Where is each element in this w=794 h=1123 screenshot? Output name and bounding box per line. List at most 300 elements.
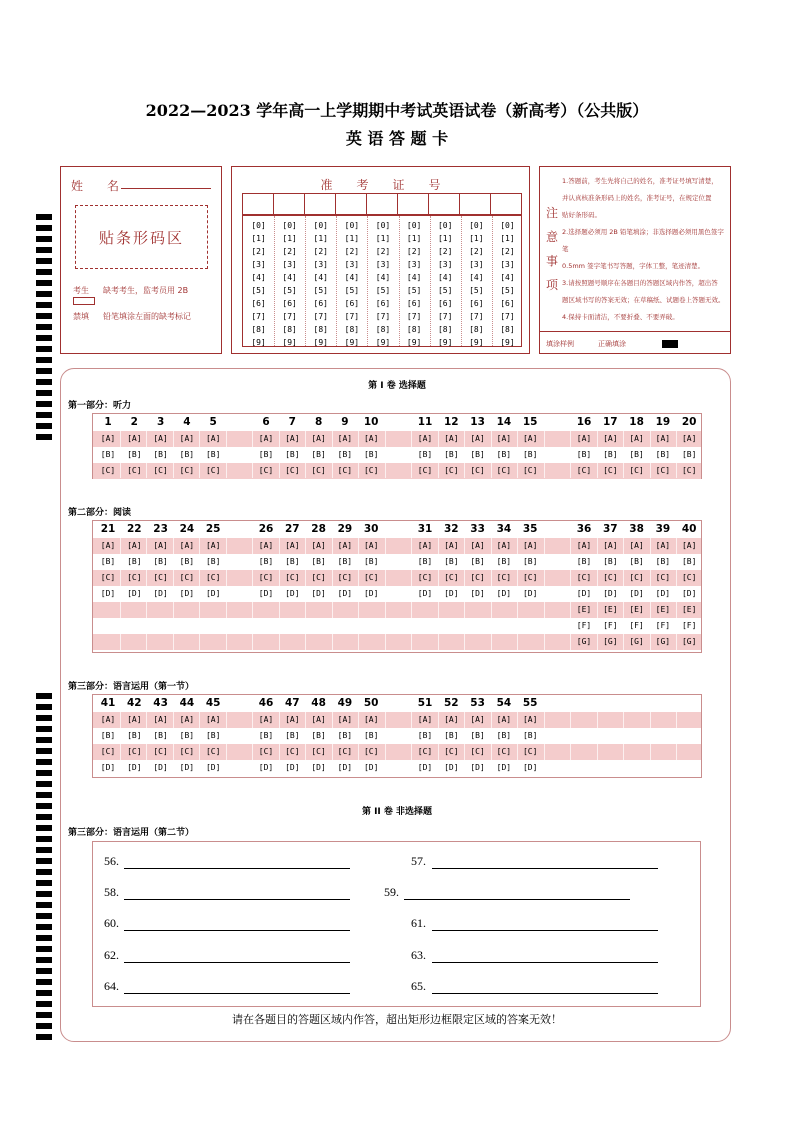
option-bubble[interactable]: [C] — [522, 466, 538, 475]
option-bubble[interactable]: [A] — [100, 715, 116, 724]
exam-digit-bubble[interactable]: [2] — [500, 247, 515, 256]
option-bubble[interactable]: [C] — [363, 573, 379, 582]
option-bubble[interactable]: [A] — [363, 434, 379, 443]
exam-digit-bubble[interactable]: [0] — [406, 221, 422, 230]
option-bubble[interactable]: [D] — [522, 763, 538, 772]
answer-line-63[interactable] — [432, 962, 658, 963]
option-bubble[interactable]: [C] — [205, 573, 221, 582]
exam-digit-bubble[interactable]: [6] — [251, 299, 266, 308]
option-bubble[interactable]: [A] — [603, 541, 618, 550]
option-bubble[interactable]: [D] — [285, 763, 300, 772]
exam-digit-bubble[interactable]: [8] — [282, 325, 297, 334]
option-bubble[interactable]: [C] — [285, 466, 300, 475]
answer-line-62[interactable] — [124, 962, 350, 963]
option-bubble[interactable]: [B] — [337, 731, 353, 740]
option-bubble[interactable]: [B] — [417, 731, 433, 740]
option-bubble[interactable]: [C] — [153, 466, 168, 475]
exam-digit-bubble[interactable]: [5] — [469, 286, 484, 295]
exam-digit-bubble[interactable]: [8] — [469, 325, 484, 334]
option-bubble[interactable]: [C] — [337, 466, 353, 475]
option-bubble[interactable]: [C] — [258, 466, 274, 475]
answer-line-58[interactable] — [124, 899, 350, 900]
option-bubble[interactable]: [C] — [629, 573, 644, 582]
option-bubble[interactable]: [C] — [127, 747, 142, 756]
option-bubble[interactable]: [B] — [363, 450, 379, 459]
option-bubble[interactable]: [C] — [629, 466, 644, 475]
option-bubble[interactable]: [B] — [285, 557, 300, 566]
exam-digit-bubble[interactable]: [0] — [313, 221, 328, 230]
exam-digit-bubble[interactable]: [4] — [406, 273, 422, 282]
exam-digit-bubble[interactable]: [6] — [344, 299, 360, 308]
exam-digit-bubble[interactable]: [6] — [437, 299, 453, 308]
exam-digit-bubble[interactable]: [7] — [375, 312, 391, 321]
exam-digit-bubble[interactable]: [9] — [375, 338, 391, 347]
option-bubble[interactable]: [A] — [127, 715, 142, 724]
option-bubble[interactable]: [D] — [153, 763, 168, 772]
option-bubble[interactable]: [C] — [153, 747, 168, 756]
option-bubble[interactable]: [D] — [470, 763, 485, 772]
exam-digit-bubble[interactable]: [1] — [313, 234, 328, 243]
option-bubble[interactable]: [D] — [444, 763, 459, 772]
option-bubble[interactable]: [B] — [311, 731, 326, 740]
exam-digit-bubble[interactable]: [4] — [344, 273, 360, 282]
exam-digit-bubble[interactable]: [3] — [500, 260, 515, 269]
option-bubble[interactable]: [E] — [655, 605, 671, 614]
exam-digit-bubble[interactable]: [8] — [344, 325, 360, 334]
option-bubble[interactable]: [D] — [311, 763, 326, 772]
option-bubble[interactable]: [D] — [205, 763, 221, 772]
option-bubble[interactable]: [B] — [311, 450, 326, 459]
option-bubble[interactable]: [B] — [470, 557, 485, 566]
option-bubble[interactable]: [B] — [444, 450, 459, 459]
option-bubble[interactable]: [A] — [153, 541, 168, 550]
exam-digit-bubble[interactable]: [7] — [251, 312, 266, 321]
option-bubble[interactable]: [B] — [153, 731, 168, 740]
answer-line-60[interactable] — [124, 930, 350, 931]
option-bubble[interactable]: [A] — [496, 541, 512, 550]
option-bubble[interactable]: [C] — [153, 573, 168, 582]
option-bubble[interactable]: [A] — [311, 541, 326, 550]
exam-digit-bubble[interactable]: [0] — [282, 221, 297, 230]
option-bubble[interactable]: [A] — [417, 715, 433, 724]
option-bubble[interactable]: [B] — [655, 450, 671, 459]
option-bubble[interactable]: [G] — [681, 637, 697, 646]
option-bubble[interactable]: [C] — [337, 747, 353, 756]
option-bubble[interactable]: [A] — [337, 434, 353, 443]
exam-digit-bubble[interactable]: [9] — [469, 338, 484, 347]
exam-digit-bubble[interactable]: [6] — [469, 299, 484, 308]
option-bubble[interactable]: [B] — [153, 557, 168, 566]
option-bubble[interactable]: [D] — [417, 763, 433, 772]
option-bubble[interactable]: [A] — [629, 541, 644, 550]
option-bubble[interactable]: [C] — [179, 747, 195, 756]
option-bubble[interactable]: [D] — [470, 589, 485, 598]
option-bubble[interactable]: [D] — [179, 589, 195, 598]
option-bubble[interactable]: [D] — [285, 589, 300, 598]
option-bubble[interactable]: [B] — [496, 731, 512, 740]
option-bubble[interactable]: [B] — [470, 731, 485, 740]
exam-digit-bubble[interactable]: [2] — [375, 247, 391, 256]
option-bubble[interactable]: [A] — [444, 434, 459, 443]
option-bubble[interactable]: [C] — [444, 466, 459, 475]
option-bubble[interactable]: [C] — [179, 573, 195, 582]
option-bubble[interactable]: [D] — [496, 589, 512, 598]
option-bubble[interactable]: [C] — [496, 747, 512, 756]
option-bubble[interactable]: [B] — [470, 450, 485, 459]
option-bubble[interactable]: [C] — [179, 466, 195, 475]
option-bubble[interactable]: [A] — [205, 541, 221, 550]
option-bubble[interactable]: [A] — [337, 541, 353, 550]
option-bubble[interactable]: [C] — [681, 466, 697, 475]
option-bubble[interactable]: [A] — [179, 541, 195, 550]
exam-digit-bubble[interactable]: [4] — [282, 273, 297, 282]
option-bubble[interactable]: [D] — [603, 589, 618, 598]
option-bubble[interactable]: [C] — [205, 747, 221, 756]
option-bubble[interactable]: [C] — [655, 573, 671, 582]
exam-digit-bubble[interactable]: [8] — [375, 325, 391, 334]
option-bubble[interactable]: [A] — [681, 541, 697, 550]
option-bubble[interactable]: [A] — [337, 715, 353, 724]
option-bubble[interactable]: [C] — [127, 466, 142, 475]
option-bubble[interactable]: [D] — [655, 589, 671, 598]
option-bubble[interactable]: [D] — [258, 589, 274, 598]
exam-digit-bubble[interactable]: [9] — [406, 338, 422, 347]
option-bubble[interactable]: [B] — [100, 557, 116, 566]
option-bubble[interactable]: [A] — [496, 434, 512, 443]
option-bubble[interactable]: [B] — [153, 450, 168, 459]
exam-digit-bubble[interactable]: [9] — [251, 338, 266, 347]
option-bubble[interactable]: [C] — [258, 747, 274, 756]
option-bubble[interactable]: [A] — [179, 434, 195, 443]
option-bubble[interactable]: [C] — [363, 466, 379, 475]
option-bubble[interactable]: [B] — [603, 557, 618, 566]
option-bubble[interactable]: [B] — [522, 731, 538, 740]
exam-digit-bubble[interactable]: [2] — [282, 247, 297, 256]
option-bubble[interactable]: [D] — [337, 589, 353, 598]
exam-digit-bubble[interactable]: [6] — [375, 299, 391, 308]
option-bubble[interactable]: [B] — [444, 557, 459, 566]
option-bubble[interactable]: [D] — [179, 763, 195, 772]
option-bubble[interactable]: [D] — [205, 589, 221, 598]
exam-digit-bubble[interactable]: [5] — [313, 286, 328, 295]
option-bubble[interactable]: [F] — [655, 621, 671, 630]
exam-digit-bubble[interactable]: [3] — [406, 260, 422, 269]
exam-digit-bubble[interactable]: [3] — [313, 260, 328, 269]
exam-digit-bubble[interactable]: [5] — [282, 286, 297, 295]
exam-digit-bubble[interactable]: [0] — [375, 221, 391, 230]
exam-digit-bubble[interactable]: [3] — [251, 260, 266, 269]
exam-digit-bubble[interactable]: [4] — [313, 273, 328, 282]
option-bubble[interactable]: [B] — [629, 450, 644, 459]
option-bubble[interactable]: [E] — [681, 605, 697, 614]
option-bubble[interactable]: [D] — [417, 589, 433, 598]
option-bubble[interactable]: [B] — [522, 450, 538, 459]
option-bubble[interactable]: [C] — [444, 747, 459, 756]
answer-line-64[interactable] — [124, 993, 350, 994]
option-bubble[interactable]: [D] — [127, 589, 142, 598]
option-bubble[interactable]: [E] — [603, 605, 618, 614]
exam-digit-bubble[interactable]: [3] — [469, 260, 484, 269]
exam-digit-bubble[interactable]: [5] — [437, 286, 453, 295]
option-bubble[interactable]: [A] — [363, 541, 379, 550]
exam-digit-bubble[interactable]: [2] — [469, 247, 484, 256]
option-bubble[interactable]: [C] — [100, 573, 116, 582]
option-bubble[interactable]: [A] — [681, 434, 697, 443]
option-bubble[interactable]: [A] — [258, 715, 274, 724]
option-bubble[interactable]: [B] — [127, 450, 142, 459]
option-bubble[interactable]: [C] — [311, 573, 326, 582]
exam-digit-bubble[interactable]: [1] — [469, 234, 484, 243]
exam-digit-bubble[interactable]: [0] — [500, 221, 515, 230]
option-bubble[interactable]: [B] — [496, 450, 512, 459]
option-bubble[interactable]: [D] — [681, 589, 697, 598]
exam-digit-bubble[interactable]: [2] — [406, 247, 422, 256]
option-bubble[interactable]: [A] — [470, 541, 485, 550]
exam-digit-bubble[interactable]: [2] — [437, 247, 453, 256]
option-bubble[interactable]: [C] — [417, 573, 433, 582]
option-bubble[interactable]: [B] — [337, 557, 353, 566]
exam-digit-bubble[interactable]: [7] — [313, 312, 328, 321]
exam-digit-bubble[interactable]: [3] — [375, 260, 391, 269]
option-bubble[interactable]: [A] — [179, 715, 195, 724]
exam-digit-bubble[interactable]: [5] — [344, 286, 360, 295]
option-bubble[interactable]: [B] — [179, 450, 195, 459]
option-bubble[interactable]: [G] — [576, 637, 592, 646]
option-bubble[interactable]: [F] — [603, 621, 618, 630]
option-bubble[interactable]: [F] — [629, 621, 644, 630]
option-bubble[interactable]: [A] — [522, 541, 538, 550]
option-bubble[interactable]: [C] — [496, 573, 512, 582]
option-bubble[interactable]: [B] — [258, 557, 274, 566]
option-bubble[interactable]: [A] — [285, 541, 300, 550]
answer-line-65[interactable] — [432, 993, 658, 994]
exam-digit-bubble[interactable]: [6] — [313, 299, 328, 308]
exam-digit-bubble[interactable]: [6] — [500, 299, 515, 308]
option-bubble[interactable]: [A] — [100, 434, 116, 443]
exam-digit-bubble[interactable]: [7] — [469, 312, 484, 321]
option-bubble[interactable]: [A] — [127, 434, 142, 443]
option-bubble[interactable]: [C] — [285, 573, 300, 582]
option-bubble[interactable]: [A] — [629, 434, 644, 443]
option-bubble[interactable]: [B] — [179, 731, 195, 740]
option-bubble[interactable]: [B] — [258, 731, 274, 740]
option-bubble[interactable]: [B] — [311, 557, 326, 566]
exam-number-write-row[interactable] — [242, 193, 522, 215]
option-bubble[interactable]: [D] — [100, 763, 116, 772]
answer-line-57[interactable] — [432, 868, 658, 869]
option-bubble[interactable]: [C] — [655, 466, 671, 475]
option-bubble[interactable]: [C] — [337, 573, 353, 582]
exam-digit-bubble[interactable]: [8] — [406, 325, 422, 334]
exam-digit-bubble[interactable]: [4] — [500, 273, 515, 282]
option-bubble[interactable]: [A] — [470, 434, 485, 443]
option-bubble[interactable]: [A] — [655, 541, 671, 550]
exam-digit-bubble[interactable]: [7] — [282, 312, 297, 321]
exam-digit-bubble[interactable]: [0] — [437, 221, 453, 230]
exam-digit-bubble[interactable]: [3] — [282, 260, 297, 269]
option-bubble[interactable]: [A] — [522, 434, 538, 443]
option-bubble[interactable]: [B] — [337, 450, 353, 459]
option-bubble[interactable]: [G] — [655, 637, 671, 646]
option-bubble[interactable]: [F] — [681, 621, 697, 630]
exam-digit-bubble[interactable]: [8] — [437, 325, 453, 334]
exam-digit-bubble[interactable]: [0] — [344, 221, 360, 230]
exam-digit-bubble[interactable]: [9] — [437, 338, 453, 347]
absent-mark-box[interactable] — [73, 297, 95, 305]
exam-digit-bubble[interactable]: [1] — [437, 234, 453, 243]
option-bubble[interactable]: [D] — [311, 589, 326, 598]
exam-digit-bubble[interactable]: [9] — [282, 338, 297, 347]
option-bubble[interactable]: [B] — [285, 731, 300, 740]
option-bubble[interactable]: [B] — [576, 557, 592, 566]
exam-digit-bubble[interactable]: [1] — [251, 234, 266, 243]
answer-line-61[interactable] — [432, 930, 658, 931]
option-bubble[interactable]: [B] — [179, 557, 195, 566]
option-bubble[interactable]: [C] — [681, 573, 697, 582]
option-bubble[interactable]: [D] — [522, 589, 538, 598]
option-bubble[interactable]: [C] — [311, 747, 326, 756]
option-bubble[interactable]: [A] — [576, 434, 592, 443]
option-bubble[interactable]: [C] — [470, 747, 485, 756]
option-bubble[interactable]: [B] — [127, 557, 142, 566]
exam-digit-bubble[interactable]: [9] — [313, 338, 328, 347]
option-bubble[interactable]: [A] — [363, 715, 379, 724]
exam-digit-bubble[interactable]: [4] — [375, 273, 391, 282]
option-bubble[interactable]: [G] — [603, 637, 618, 646]
exam-digit-bubble[interactable]: [4] — [437, 273, 453, 282]
option-bubble[interactable]: [A] — [417, 434, 433, 443]
exam-digit-bubble[interactable]: [5] — [406, 286, 422, 295]
option-bubble[interactable]: [B] — [603, 450, 618, 459]
exam-digit-bubble[interactable]: [6] — [406, 299, 422, 308]
option-bubble[interactable]: [B] — [127, 731, 142, 740]
option-bubble[interactable]: [B] — [444, 731, 459, 740]
exam-digit-bubble[interactable]: [8] — [313, 325, 328, 334]
option-bubble[interactable]: [E] — [629, 605, 644, 614]
option-bubble[interactable]: [B] — [576, 450, 592, 459]
option-bubble[interactable]: [C] — [496, 466, 512, 475]
option-bubble[interactable]: [C] — [100, 466, 116, 475]
option-bubble[interactable]: [A] — [153, 715, 168, 724]
option-bubble[interactable]: [D] — [363, 763, 379, 772]
option-bubble[interactable]: [D] — [496, 763, 512, 772]
exam-digit-bubble[interactable]: [7] — [437, 312, 453, 321]
exam-digit-bubble[interactable]: [5] — [251, 286, 266, 295]
exam-digit-bubble[interactable]: [8] — [500, 325, 515, 334]
option-bubble[interactable]: [C] — [444, 573, 459, 582]
exam-digit-bubble[interactable]: [4] — [251, 273, 266, 282]
option-bubble[interactable]: [D] — [363, 589, 379, 598]
option-bubble[interactable]: [C] — [363, 747, 379, 756]
option-bubble[interactable]: [A] — [417, 541, 433, 550]
option-bubble[interactable]: [B] — [100, 450, 116, 459]
option-bubble[interactable]: [A] — [153, 434, 168, 443]
option-bubble[interactable]: [A] — [496, 715, 512, 724]
exam-digit-bubble[interactable]: [7] — [406, 312, 422, 321]
exam-digit-bubble[interactable]: [2] — [251, 247, 266, 256]
option-bubble[interactable]: [A] — [603, 434, 618, 443]
option-bubble[interactable]: [C] — [205, 466, 221, 475]
exam-digit-bubble[interactable]: [5] — [375, 286, 391, 295]
exam-digit-bubble[interactable]: [0] — [251, 221, 266, 230]
option-bubble[interactable]: [C] — [311, 466, 326, 475]
option-bubble[interactable]: [B] — [205, 557, 221, 566]
option-bubble[interactable]: [C] — [100, 747, 116, 756]
option-bubble[interactable]: [D] — [444, 589, 459, 598]
option-bubble[interactable]: [G] — [629, 637, 644, 646]
option-bubble[interactable]: [B] — [258, 450, 274, 459]
exam-digit-bubble[interactable]: [1] — [375, 234, 391, 243]
option-bubble[interactable]: [A] — [311, 434, 326, 443]
option-bubble[interactable]: [E] — [576, 605, 592, 614]
option-bubble[interactable]: [B] — [100, 731, 116, 740]
exam-digit-bubble[interactable]: [0] — [469, 221, 484, 230]
option-bubble[interactable]: [C] — [522, 573, 538, 582]
option-bubble[interactable]: [A] — [205, 434, 221, 443]
exam-digit-bubble[interactable]: [8] — [251, 325, 266, 334]
name-line[interactable] — [121, 188, 211, 189]
exam-digit-bubble[interactable]: [9] — [344, 338, 360, 347]
exam-digit-bubble[interactable]: [7] — [344, 312, 360, 321]
exam-digit-bubble[interactable]: [7] — [500, 312, 515, 321]
option-bubble[interactable]: [B] — [285, 450, 300, 459]
exam-digit-bubble[interactable]: [1] — [344, 234, 360, 243]
option-bubble[interactable]: [A] — [285, 715, 300, 724]
option-bubble[interactable]: [B] — [655, 557, 671, 566]
option-bubble[interactable]: [C] — [522, 747, 538, 756]
exam-digit-bubble[interactable]: [6] — [282, 299, 297, 308]
option-bubble[interactable]: [D] — [337, 763, 353, 772]
option-bubble[interactable]: [F] — [576, 621, 592, 630]
exam-digit-bubble[interactable]: [1] — [406, 234, 422, 243]
option-bubble[interactable]: [A] — [127, 541, 142, 550]
option-bubble[interactable]: [D] — [576, 589, 592, 598]
option-bubble[interactable]: [B] — [629, 557, 644, 566]
option-bubble[interactable]: [C] — [603, 466, 618, 475]
option-bubble[interactable]: [B] — [205, 731, 221, 740]
exam-digit-bubble[interactable]: [2] — [313, 247, 328, 256]
option-bubble[interactable]: [A] — [444, 715, 459, 724]
answer-line-56[interactable] — [124, 868, 350, 869]
option-bubble[interactable]: [D] — [629, 589, 644, 598]
option-bubble[interactable]: [C] — [576, 466, 592, 475]
option-bubble[interactable]: [B] — [363, 557, 379, 566]
option-bubble[interactable]: [B] — [417, 557, 433, 566]
option-bubble[interactable]: [C] — [285, 747, 300, 756]
option-bubble[interactable]: [C] — [417, 466, 433, 475]
exam-digit-bubble[interactable]: [2] — [344, 247, 360, 256]
option-bubble[interactable]: [C] — [417, 747, 433, 756]
option-bubble[interactable]: [C] — [258, 573, 274, 582]
option-bubble[interactable]: [A] — [258, 541, 274, 550]
option-bubble[interactable]: [A] — [444, 541, 459, 550]
option-bubble[interactable]: [C] — [470, 573, 485, 582]
option-bubble[interactable]: [C] — [603, 573, 618, 582]
exam-digit-bubble[interactable]: [3] — [344, 260, 360, 269]
option-bubble[interactable]: [C] — [127, 573, 142, 582]
exam-digit-bubble[interactable]: [1] — [500, 234, 515, 243]
exam-digit-bubble[interactable]: [9] — [500, 338, 515, 347]
exam-digit-bubble[interactable]: [1] — [282, 234, 297, 243]
exam-digit-bubble[interactable]: [4] — [469, 273, 484, 282]
option-bubble[interactable]: [B] — [363, 731, 379, 740]
option-bubble[interactable]: [B] — [205, 450, 221, 459]
option-bubble[interactable]: [B] — [417, 450, 433, 459]
option-bubble[interactable]: [B] — [681, 450, 697, 459]
exam-digit-bubble[interactable]: [3] — [437, 260, 453, 269]
option-bubble[interactable]: [D] — [153, 589, 168, 598]
option-bubble[interactable]: [A] — [522, 715, 538, 724]
